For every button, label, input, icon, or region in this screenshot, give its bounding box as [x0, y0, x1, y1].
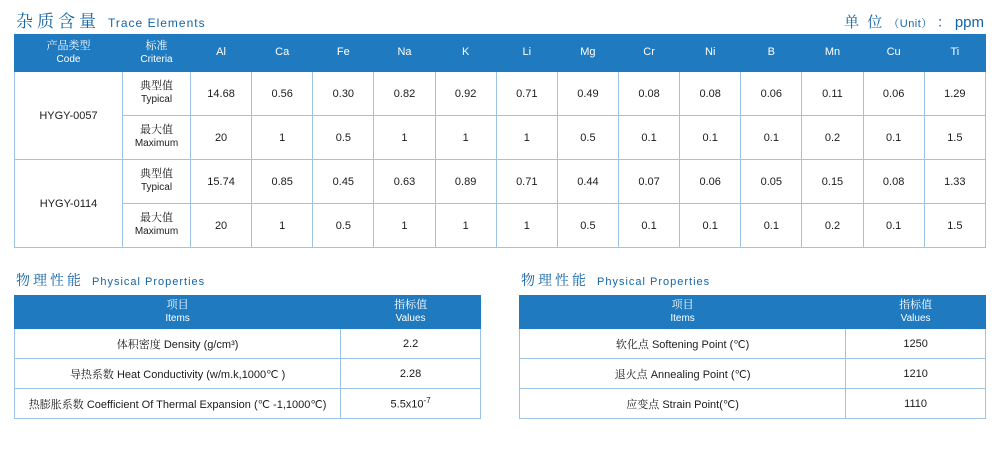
- properties-table-left-head: [15, 296, 481, 329]
- cell-value: 0.06: [863, 72, 924, 116]
- cell-value: 0.85: [252, 160, 313, 204]
- column-header-ti: [924, 35, 985, 72]
- trace-table-body: [15, 72, 986, 248]
- cell-value: 0.1: [618, 116, 679, 160]
- column-header-al: [191, 35, 252, 72]
- table-row: [15, 72, 986, 116]
- column-header-items-cn: 项目: [671, 299, 694, 312]
- table-row: [15, 389, 481, 419]
- column-header-mn: [802, 35, 863, 72]
- cell-value: 0.63: [374, 160, 435, 204]
- cell-value: 0.06: [741, 72, 802, 116]
- column-header-items: [520, 296, 846, 329]
- panel-title-right: [519, 270, 986, 295]
- unit-value: ppm: [954, 14, 984, 31]
- column-header-criteria: [123, 35, 191, 72]
- cell-value: 1.29: [924, 72, 985, 116]
- cell-value: 0.07: [618, 160, 679, 204]
- cell-value: 1.33: [924, 160, 985, 204]
- column-header-na: [374, 35, 435, 72]
- cell-value: 0.05: [741, 160, 802, 204]
- properties-table-left: [14, 295, 481, 419]
- section-title: [16, 7, 206, 32]
- column-header-ca: [252, 35, 313, 72]
- column-header-ti-label: Ti: [950, 46, 960, 59]
- cell-value: 1: [435, 116, 496, 160]
- criteria-label-en: Maximum: [134, 226, 179, 238]
- table-row: [15, 160, 986, 204]
- criteria-label-en: Typical: [140, 182, 173, 194]
- cell-value: 0.5: [313, 116, 374, 160]
- column-header-cr: [618, 35, 679, 72]
- column-header-mg-label: Mg: [580, 46, 596, 59]
- criteria-label-en: Maximum: [134, 138, 179, 150]
- cell-value: 15.74: [191, 160, 252, 204]
- panel-title-right-cn: 物理性能: [521, 272, 589, 288]
- cell-value: 1: [435, 204, 496, 248]
- panel-title-left-en: Physical Properties: [92, 276, 206, 288]
- unit-label: [844, 11, 984, 32]
- cell-value: 1: [374, 204, 435, 248]
- cell-value: 0.1: [680, 204, 741, 248]
- cell-value: 0.56: [252, 72, 313, 116]
- cell-value: 1: [496, 116, 557, 160]
- criteria-label-cn: 典型值: [140, 80, 173, 93]
- cell-value: 0.1: [618, 204, 679, 248]
- cell-value: 1: [496, 204, 557, 248]
- unit-label-cn: 单 位: [844, 14, 885, 31]
- cell-value: 14.68: [191, 72, 252, 116]
- criteria-label-cn: 典型值: [140, 168, 173, 181]
- cell-value: 0.2: [802, 204, 863, 248]
- column-header-fe: [313, 35, 374, 72]
- table-header-row: [520, 296, 986, 329]
- properties-table-right-body: [520, 329, 986, 419]
- property-value: 2.28: [341, 359, 481, 389]
- property-item: 导热系数 Heat Conductivity (w/m.k,1000℃ ): [15, 359, 341, 389]
- property-item: 体积密度 Density (g/cm³): [15, 329, 341, 359]
- cell-value: 0.82: [374, 72, 435, 116]
- cell-value: 0.5: [557, 204, 618, 248]
- criteria-label-cell: [123, 160, 191, 204]
- table-row: [15, 359, 481, 389]
- cell-value: 0.06: [680, 160, 741, 204]
- column-header-code: [15, 35, 123, 72]
- column-header-code-en: Code: [56, 53, 81, 65]
- property-item: 应变点 Strain Point(℃): [520, 389, 846, 419]
- trace-table-head: [15, 35, 986, 72]
- column-header-items-cn: 项目: [166, 299, 189, 312]
- product-code-cell: HYGY-0057: [15, 72, 123, 160]
- cell-value: 1: [374, 116, 435, 160]
- cell-value: 0.08: [863, 160, 924, 204]
- table-row: [15, 329, 481, 359]
- column-header-li: [496, 35, 557, 72]
- property-item: 退火点 Annealing Point (℃): [520, 359, 846, 389]
- column-header-mn-label: Mn: [824, 46, 841, 59]
- column-header-criteria-cn: 标准: [145, 39, 168, 52]
- unit-label-en: （Unit）: [888, 18, 933, 30]
- column-header-k-label: K: [461, 46, 470, 59]
- cell-value: 0.5: [557, 116, 618, 160]
- table-row: [520, 359, 986, 389]
- cell-value: 0.11: [802, 72, 863, 116]
- trace-elements-table: [14, 34, 986, 248]
- column-header-b: [741, 35, 802, 72]
- property-value-exponent: -7: [423, 396, 431, 406]
- column-header-cr-label: Cr: [643, 46, 655, 59]
- cell-value: 0.5: [313, 204, 374, 248]
- physical-properties-panel-left: [14, 270, 481, 419]
- cell-value: 0.08: [618, 72, 679, 116]
- property-value: 1250: [846, 329, 986, 359]
- column-header-ni: [680, 35, 741, 72]
- cell-value: 0.44: [557, 160, 618, 204]
- column-header-items-en: Items: [165, 312, 190, 324]
- column-header-b-label: B: [767, 46, 775, 59]
- criteria-label-en: Typical: [140, 94, 173, 106]
- cell-value: 0.1: [741, 204, 802, 248]
- properties-table-right: [519, 295, 986, 419]
- cell-value: 0.1: [680, 116, 741, 160]
- cell-value: 0.1: [863, 116, 924, 160]
- cell-value: 0.08: [680, 72, 741, 116]
- section-title-en: Trace Elements: [108, 16, 206, 30]
- table-row: [520, 329, 986, 359]
- table-row: [15, 204, 986, 248]
- cell-value: 1: [252, 204, 313, 248]
- column-header-items: [15, 296, 341, 329]
- criteria-label-cell: [123, 204, 191, 248]
- table-header-row: [15, 35, 986, 72]
- column-header-values-cn: 指标值: [394, 299, 428, 312]
- cell-value: 1.5: [924, 116, 985, 160]
- table-row: [15, 116, 986, 160]
- column-header-items-en: Items: [670, 312, 695, 324]
- column-header-li-label: Li: [522, 46, 532, 59]
- cell-value: 20: [191, 204, 252, 248]
- product-code-cell: HYGY-0114: [15, 160, 123, 248]
- cell-value: 1: [252, 116, 313, 160]
- panel-title-left-cn: 物理性能: [16, 272, 84, 288]
- cell-value: 20: [191, 116, 252, 160]
- property-value: 1210: [846, 359, 986, 389]
- unit-colon: ：: [936, 14, 951, 30]
- cell-value: 1.5: [924, 204, 985, 248]
- column-header-na-label: Na: [397, 46, 412, 59]
- table-row: [520, 389, 986, 419]
- column-header-criteria-en: Criteria: [140, 53, 173, 65]
- cell-value: 0.15: [802, 160, 863, 204]
- trace-elements-header: [14, 0, 986, 34]
- criteria-label-cn: 最大值: [140, 212, 173, 225]
- cell-value: 0.92: [435, 72, 496, 116]
- table-header-row: [15, 296, 481, 329]
- column-header-fe-label: Fe: [336, 46, 350, 59]
- criteria-label-cell: [123, 116, 191, 160]
- column-header-mg: [557, 35, 618, 72]
- cell-value: 0.30: [313, 72, 374, 116]
- column-header-values-en: Values: [395, 312, 426, 324]
- cell-value: 0.2: [802, 116, 863, 160]
- cell-value: 0.89: [435, 160, 496, 204]
- property-value: 2.2: [341, 329, 481, 359]
- property-value: [341, 389, 481, 419]
- physical-properties-panel-right: [519, 270, 986, 419]
- column-header-ni-label: Ni: [705, 46, 716, 59]
- property-item: 软化点 Softening Point (℃): [520, 329, 846, 359]
- property-item: 热膨胀系数 Coefficient Of Thermal Expansion (℃ -1,1000℃): [15, 389, 341, 419]
- property-value: 1110: [846, 389, 986, 419]
- cell-value: 0.1: [863, 204, 924, 248]
- physical-properties-section: [14, 270, 986, 419]
- column-header-code-cn: 产品类型: [46, 39, 91, 52]
- cell-value: 0.45: [313, 160, 374, 204]
- criteria-label-cell: [123, 72, 191, 116]
- cell-value: 0.71: [496, 72, 557, 116]
- column-header-values-cn: 指标值: [899, 299, 933, 312]
- panel-title-left: [14, 270, 481, 295]
- cell-value: 0.49: [557, 72, 618, 116]
- column-header-values: [846, 296, 986, 329]
- cell-value: 0.71: [496, 160, 557, 204]
- properties-table-right-head: [520, 296, 986, 329]
- column-header-values: [341, 296, 481, 329]
- column-header-values-en: Values: [900, 312, 931, 324]
- column-header-ca-label: Ca: [275, 46, 290, 59]
- column-header-cu-label: Cu: [886, 46, 901, 59]
- column-header-cu: [863, 35, 924, 72]
- properties-table-left-body: [15, 329, 481, 419]
- column-header-al-label: Al: [216, 46, 226, 59]
- property-value-base: 5.5x10: [390, 398, 424, 411]
- criteria-label-cn: 最大值: [140, 124, 173, 137]
- panel-title-right-en: Physical Properties: [597, 276, 711, 288]
- column-header-k: [435, 35, 496, 72]
- cell-value: 0.1: [741, 116, 802, 160]
- section-title-cn: 杂质含量: [16, 12, 100, 31]
